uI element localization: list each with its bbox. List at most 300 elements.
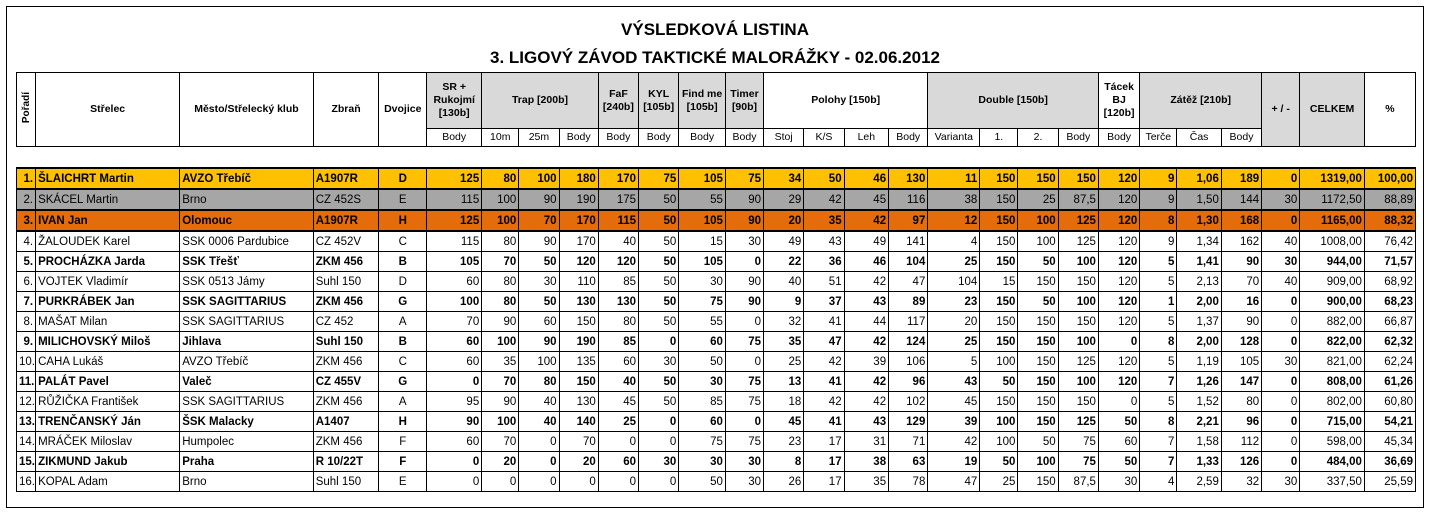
table-cell: 125 [1058, 231, 1098, 252]
table-cell: 90 [482, 392, 519, 412]
table-cell: 30 [1262, 252, 1300, 272]
table-cell: ŠLAICHRT Martin [36, 168, 180, 189]
subheader-cell: Body [559, 129, 598, 147]
table-cell: 80 [482, 272, 519, 292]
table-cell: 0 [1262, 312, 1300, 332]
subheader-cell: 25m [519, 129, 559, 147]
table-cell: 60 [427, 352, 482, 372]
table-cell: 100 [980, 432, 1018, 452]
table-cell: 150 [1058, 392, 1098, 412]
table-cell: 32 [764, 312, 804, 332]
table-row [17, 332, 1416, 352]
table-cell: 42 [844, 272, 889, 292]
table-cell: 0 [1262, 392, 1300, 412]
table-cell: 0 [598, 432, 638, 452]
subheader-cell: Terče [1140, 129, 1177, 147]
table-cell: 150 [980, 210, 1018, 231]
table-cell: 909,00 [1300, 272, 1365, 292]
table-cell: 62,32 [1364, 332, 1415, 352]
table-cell: 40 [519, 392, 559, 412]
table-cell: 129 [889, 412, 928, 432]
table-row [17, 452, 1416, 472]
col-dvojice: Dvojice [379, 73, 427, 147]
table-cell: 0 [598, 472, 638, 492]
table-cell: 60 [679, 332, 726, 352]
col-tacek: Tácek BJ [120b] [1098, 73, 1139, 129]
table-cell: 0 [1262, 292, 1300, 312]
table-cell: 50 [639, 312, 679, 332]
table-cell: 35 [482, 352, 519, 372]
table-cell: 150 [1018, 352, 1058, 372]
table-cell: 17 [804, 452, 844, 472]
table-cell: 36,69 [1364, 452, 1415, 472]
table-cell: 821,00 [1300, 352, 1365, 372]
table-cell: 9. [17, 332, 36, 352]
table-cell: 25 [598, 412, 638, 432]
table-cell: 2,00 [1177, 332, 1222, 352]
table-cell: 85 [598, 272, 638, 292]
table-cell: 1165,00 [1300, 210, 1365, 231]
table-cell: 0 [519, 452, 559, 472]
table-cell: Valeč [180, 372, 314, 392]
table-cell: 16. [17, 472, 36, 492]
table-cell: SSK SAGITTARIUS [180, 312, 314, 332]
table-cell: F [379, 452, 427, 472]
table-cell: 120 [1098, 352, 1139, 372]
table-cell: 50 [639, 210, 679, 231]
table-cell: 1008,00 [1300, 231, 1365, 252]
table-cell: 0 [1262, 332, 1300, 352]
table-cell: 150 [980, 392, 1018, 412]
table-cell: A1407 [313, 412, 379, 432]
table-cell: 0 [639, 432, 679, 452]
table-cell: 55 [679, 312, 726, 332]
table-cell: 150 [1018, 472, 1058, 492]
table-cell: 38 [844, 452, 889, 472]
table-cell: 112 [1221, 432, 1261, 452]
table-cell: 50 [679, 352, 726, 372]
page-title: VÝSLEDKOVÁ LISTINA [621, 20, 809, 39]
table-cell: 13. [17, 412, 36, 432]
table-cell: 90 [725, 272, 763, 292]
table-cell: 150 [980, 189, 1018, 210]
table-cell: 15 [980, 272, 1018, 292]
table-cell: Olomouc [180, 210, 314, 231]
table-cell: ZIKMUND Jakub [36, 452, 180, 472]
table-cell: 60 [427, 332, 482, 352]
table-cell: 60 [598, 452, 638, 472]
table-cell: 170 [559, 210, 598, 231]
table-cell: 115 [427, 189, 482, 210]
table-cell: 100 [1018, 210, 1058, 231]
table-cell: 0 [1262, 432, 1300, 452]
table-cell: CZ 455V [313, 372, 379, 392]
table-cell: 150 [1058, 168, 1098, 189]
table-cell: 68,23 [1364, 292, 1415, 312]
table-cell: 75 [1058, 432, 1098, 452]
table-cell: 5 [1140, 392, 1177, 412]
table-cell: 120 [1098, 168, 1139, 189]
table-cell: 100 [1018, 452, 1058, 472]
table-cell: 16 [1221, 292, 1261, 312]
table-cell: 1,58 [1177, 432, 1222, 452]
table-cell: 50 [1018, 292, 1058, 312]
table-cell: 0 [427, 472, 482, 492]
table-cell: G [379, 372, 427, 392]
table-cell: 0 [725, 412, 763, 432]
table-cell: 66,87 [1364, 312, 1415, 332]
table-cell: 105 [679, 252, 726, 272]
table-cell: 802,00 [1300, 392, 1365, 412]
table-cell: 5 [1140, 252, 1177, 272]
table-cell: 150 [559, 372, 598, 392]
subheader-cell: Body [889, 129, 928, 147]
table-cell: 130 [559, 392, 598, 412]
table-row [17, 392, 1416, 412]
table-cell: 7 [1140, 452, 1177, 472]
table-cell: SSK SAGITTARIUS [180, 292, 314, 312]
col-kyl: KYL [105b] [639, 73, 679, 129]
table-cell: 76,42 [1364, 231, 1415, 252]
table-cell: D [379, 272, 427, 292]
col-findme: Find me [105b] [679, 73, 726, 129]
table-cell: Suhl 150 [313, 332, 379, 352]
table-row [17, 168, 1416, 189]
table-cell: 42 [804, 189, 844, 210]
table-cell: MAŠAT Milan [36, 312, 180, 332]
table-cell: 120 [1098, 231, 1139, 252]
table-cell: 25 [928, 252, 980, 272]
table-cell: 484,00 [1300, 452, 1365, 472]
col-trap: Trap [200b] [482, 73, 599, 129]
table-cell: 20 [928, 312, 980, 332]
table-cell: 4 [1140, 472, 1177, 492]
table-cell: 0 [725, 252, 763, 272]
table-cell: 900,00 [1300, 292, 1365, 312]
table-cell: 0 [482, 472, 519, 492]
table-cell: 25,59 [1364, 472, 1415, 492]
table-cell: 75 [1058, 452, 1098, 472]
col-strelec: Střelec [36, 73, 180, 147]
table-cell: 96 [1221, 412, 1261, 432]
table-cell: ZKM 456 [313, 252, 379, 272]
table-cell: 50 [639, 189, 679, 210]
subheader-cell: Varianta [928, 129, 980, 147]
table-row [17, 472, 1416, 492]
table-cell: 25 [928, 332, 980, 352]
table-cell: 70 [427, 312, 482, 332]
table-cell: 50 [639, 292, 679, 312]
table-cell: 88,89 [1364, 189, 1415, 210]
table-cell: 90 [482, 312, 519, 332]
table-cell: TRENČANSKÝ Ján [36, 412, 180, 432]
table-cell: Praha [180, 452, 314, 472]
table-cell: 50 [639, 231, 679, 252]
table-cell: 1,37 [1177, 312, 1222, 332]
table-cell: 0 [725, 352, 763, 372]
table-cell: 120 [1098, 252, 1139, 272]
table-cell: 1. [17, 168, 36, 189]
table-cell: 0 [639, 332, 679, 352]
table-cell: 0 [1098, 392, 1139, 412]
table-cell: R 10/22T [313, 452, 379, 472]
table-cell: 104 [928, 272, 980, 292]
table-cell: SSK Třešť [180, 252, 314, 272]
table-cell: 43 [844, 412, 889, 432]
table-cell: PROCHÁZKA Jarda [36, 252, 180, 272]
table-cell: 20 [559, 452, 598, 472]
table-cell: 47 [804, 332, 844, 352]
table-cell: 20 [482, 452, 519, 472]
table-cell: 30 [1262, 189, 1300, 210]
table-cell: 882,00 [1300, 312, 1365, 332]
table-cell: 80 [482, 292, 519, 312]
table-cell: 150 [980, 231, 1018, 252]
table-cell: 1,50 [1177, 189, 1222, 210]
col-sr: SR + Rukojmí [130b] [427, 73, 482, 129]
table-cell: 9 [1140, 168, 1177, 189]
table-cell: Suhl 150 [313, 272, 379, 292]
table-cell: 9 [1140, 231, 1177, 252]
table-cell: 100 [427, 292, 482, 312]
table-cell: 75 [679, 432, 726, 452]
table-cell: 125 [1058, 352, 1098, 372]
table-cell: Jihlava [180, 332, 314, 352]
table-cell: B [379, 332, 427, 352]
table-cell: E [379, 189, 427, 210]
table-cell: 50 [804, 168, 844, 189]
table-cell: 1172,50 [1300, 189, 1365, 210]
table-cell: 100 [980, 352, 1018, 372]
table-cell: 9 [1140, 189, 1177, 210]
table-cell: 45 [598, 392, 638, 412]
subheader-cell: Body [1098, 129, 1139, 147]
table-cell: 42 [844, 210, 889, 231]
table-cell: 75 [725, 332, 763, 352]
table-cell: 60 [1098, 432, 1139, 452]
col-celkem: CELKEM [1300, 73, 1365, 147]
table-cell: 115 [598, 210, 638, 231]
table-cell: 105 [427, 252, 482, 272]
table-cell: 120 [1098, 189, 1139, 210]
table-cell: KOPAL Adam [36, 472, 180, 492]
table-cell: 50 [639, 392, 679, 412]
table-cell: 42 [844, 332, 889, 352]
table-cell: 120 [1098, 372, 1139, 392]
table-cell: 42 [804, 352, 844, 372]
table-cell: 150 [980, 292, 1018, 312]
table-cell: 106 [889, 352, 928, 372]
table-cell: 0 [1098, 332, 1139, 352]
table-cell: SKÁCEL Martin [36, 189, 180, 210]
table-cell: 60 [679, 412, 726, 432]
table-cell: 70 [519, 210, 559, 231]
table-cell: 1,52 [1177, 392, 1222, 412]
table-cell: 87,5 [1058, 472, 1098, 492]
table-cell: B [379, 252, 427, 272]
table-row [17, 210, 1416, 231]
table-cell: 89 [889, 292, 928, 312]
table-cell: E [379, 472, 427, 492]
subheader-cell: Body [1058, 129, 1098, 147]
table-cell: 35 [804, 210, 844, 231]
table-row [17, 252, 1416, 272]
table-cell: 104 [889, 252, 928, 272]
table-cell: CZ 452S [313, 189, 379, 210]
table-row [17, 352, 1416, 372]
table-cell: 50 [679, 472, 726, 492]
table-cell: 17 [804, 472, 844, 492]
table-cell: 110 [559, 272, 598, 292]
col-timer: Timer [90b] [725, 73, 763, 129]
table-cell: 8 [1140, 210, 1177, 231]
table-cell: 150 [980, 312, 1018, 332]
table-cell: 50 [519, 252, 559, 272]
table-cell: AVZO Třebíč [180, 352, 314, 372]
table-cell: 11. [17, 372, 36, 392]
table-cell: 120 [1098, 272, 1139, 292]
table-cell: 40 [1262, 231, 1300, 252]
table-cell: CZ 452 [313, 312, 379, 332]
table-cell: 25 [764, 352, 804, 372]
table-cell: 189 [1221, 168, 1261, 189]
table-cell: 822,00 [1300, 332, 1365, 352]
table-cell: 12 [928, 210, 980, 231]
table-cell: 6. [17, 272, 36, 292]
subheader-cell: K/S [804, 129, 844, 147]
table-cell: 5 [928, 352, 980, 372]
table-cell: 51 [804, 272, 844, 292]
table-row [17, 432, 1416, 452]
table-cell: 0 [639, 472, 679, 492]
table-cell: A [379, 392, 427, 412]
table-cell: 5. [17, 252, 36, 272]
table-cell: AVZO Třebíč [180, 168, 314, 189]
table-cell: 1,33 [1177, 452, 1222, 472]
table-cell: 124 [889, 332, 928, 352]
table-cell: 130 [889, 168, 928, 189]
table-cell: ŽALOUDEK Karel [36, 231, 180, 252]
table-cell: 90 [519, 332, 559, 352]
col-zatez: Zátěž [210b] [1140, 73, 1262, 129]
table-cell: 50 [980, 372, 1018, 392]
table-cell: 30 [679, 272, 726, 292]
table-cell: 2,13 [1177, 272, 1222, 292]
table-cell: 47 [928, 472, 980, 492]
table-cell: 7. [17, 292, 36, 312]
table-cell: 25 [980, 472, 1018, 492]
table-cell: 100 [482, 412, 519, 432]
table-cell: ZKM 456 [313, 352, 379, 372]
table-cell: 46 [844, 168, 889, 189]
table-cell: Suhl 150 [313, 472, 379, 492]
table-row [17, 412, 1416, 432]
table-cell: 125 [1058, 412, 1098, 432]
table-cell: 170 [598, 168, 638, 189]
table-cell: 75 [639, 168, 679, 189]
table-cell: 117 [889, 312, 928, 332]
table-cell: 50 [639, 252, 679, 272]
table-cell: 45 [928, 392, 980, 412]
table-cell: 1,19 [1177, 352, 1222, 372]
table-cell: 7 [1140, 372, 1177, 392]
table-cell: 40 [598, 372, 638, 392]
col-faf: FaF [240b] [598, 73, 638, 129]
table-cell: 100 [519, 352, 559, 372]
table-cell: SSK SAGITTARIUS [180, 392, 314, 412]
table-cell: 88,32 [1364, 210, 1415, 231]
table-cell: 40 [519, 412, 559, 432]
table-cell: 126 [1221, 452, 1261, 472]
table-cell: 598,00 [1300, 432, 1365, 452]
table-cell: 0 [1262, 168, 1300, 189]
table-cell: 30 [725, 452, 763, 472]
table-cell: 2. [17, 189, 36, 210]
table-cell: 30 [1262, 472, 1300, 492]
table-cell: 30 [519, 272, 559, 292]
table-cell: 41 [804, 312, 844, 332]
table-cell: 150 [1018, 372, 1058, 392]
table-cell: 50 [1098, 412, 1139, 432]
table-cell: 45,34 [1364, 432, 1415, 452]
table-cell: 90 [1221, 252, 1261, 272]
table-cell: 1 [1140, 292, 1177, 312]
table-cell: 85 [598, 332, 638, 352]
table-cell: 50 [1098, 452, 1139, 472]
table-cell: 100 [482, 210, 519, 231]
table-cell: MILICHOVSKÝ Miloš [36, 332, 180, 352]
table-cell: 9 [764, 292, 804, 312]
table-cell: 100 [1058, 372, 1098, 392]
table-cell: 120 [1098, 292, 1139, 312]
table-cell: IVAN Jan [36, 210, 180, 231]
table-cell: 100 [1058, 332, 1098, 352]
table-cell: 8 [1140, 332, 1177, 352]
table-cell: 50 [519, 292, 559, 312]
table-cell: 30 [639, 452, 679, 472]
col-polohy: Polohy [150b] [764, 73, 928, 129]
table-row [17, 189, 1416, 210]
table-cell: 96 [889, 372, 928, 392]
table-cell: 75 [725, 432, 763, 452]
table-cell: Humpolec [180, 432, 314, 452]
table-cell: 15. [17, 452, 36, 472]
results-table [16, 72, 1416, 492]
table-cell: 8 [764, 452, 804, 472]
table-cell: 150 [1018, 272, 1058, 292]
table-cell: 90 [519, 189, 559, 210]
table-cell: 90 [427, 412, 482, 432]
table-cell: 34 [764, 168, 804, 189]
table-cell: 31 [844, 432, 889, 452]
table-cell: 0 [639, 412, 679, 432]
table-cell: 125 [1058, 210, 1098, 231]
table-cell: 102 [889, 392, 928, 412]
col-procent: % [1364, 73, 1415, 147]
table-cell: 0 [427, 452, 482, 472]
table-cell: 50 [639, 372, 679, 392]
table-cell: Brno [180, 472, 314, 492]
table-cell: C [379, 352, 427, 372]
table-cell: 43 [928, 372, 980, 392]
table-cell: 4 [928, 231, 980, 252]
table-cell: D [379, 168, 427, 189]
table-cell: 5 [1140, 312, 1177, 332]
table-cell: 15 [679, 231, 726, 252]
table-cell: 2,21 [1177, 412, 1222, 432]
table-cell: 150 [980, 252, 1018, 272]
table-cell: A [379, 312, 427, 332]
